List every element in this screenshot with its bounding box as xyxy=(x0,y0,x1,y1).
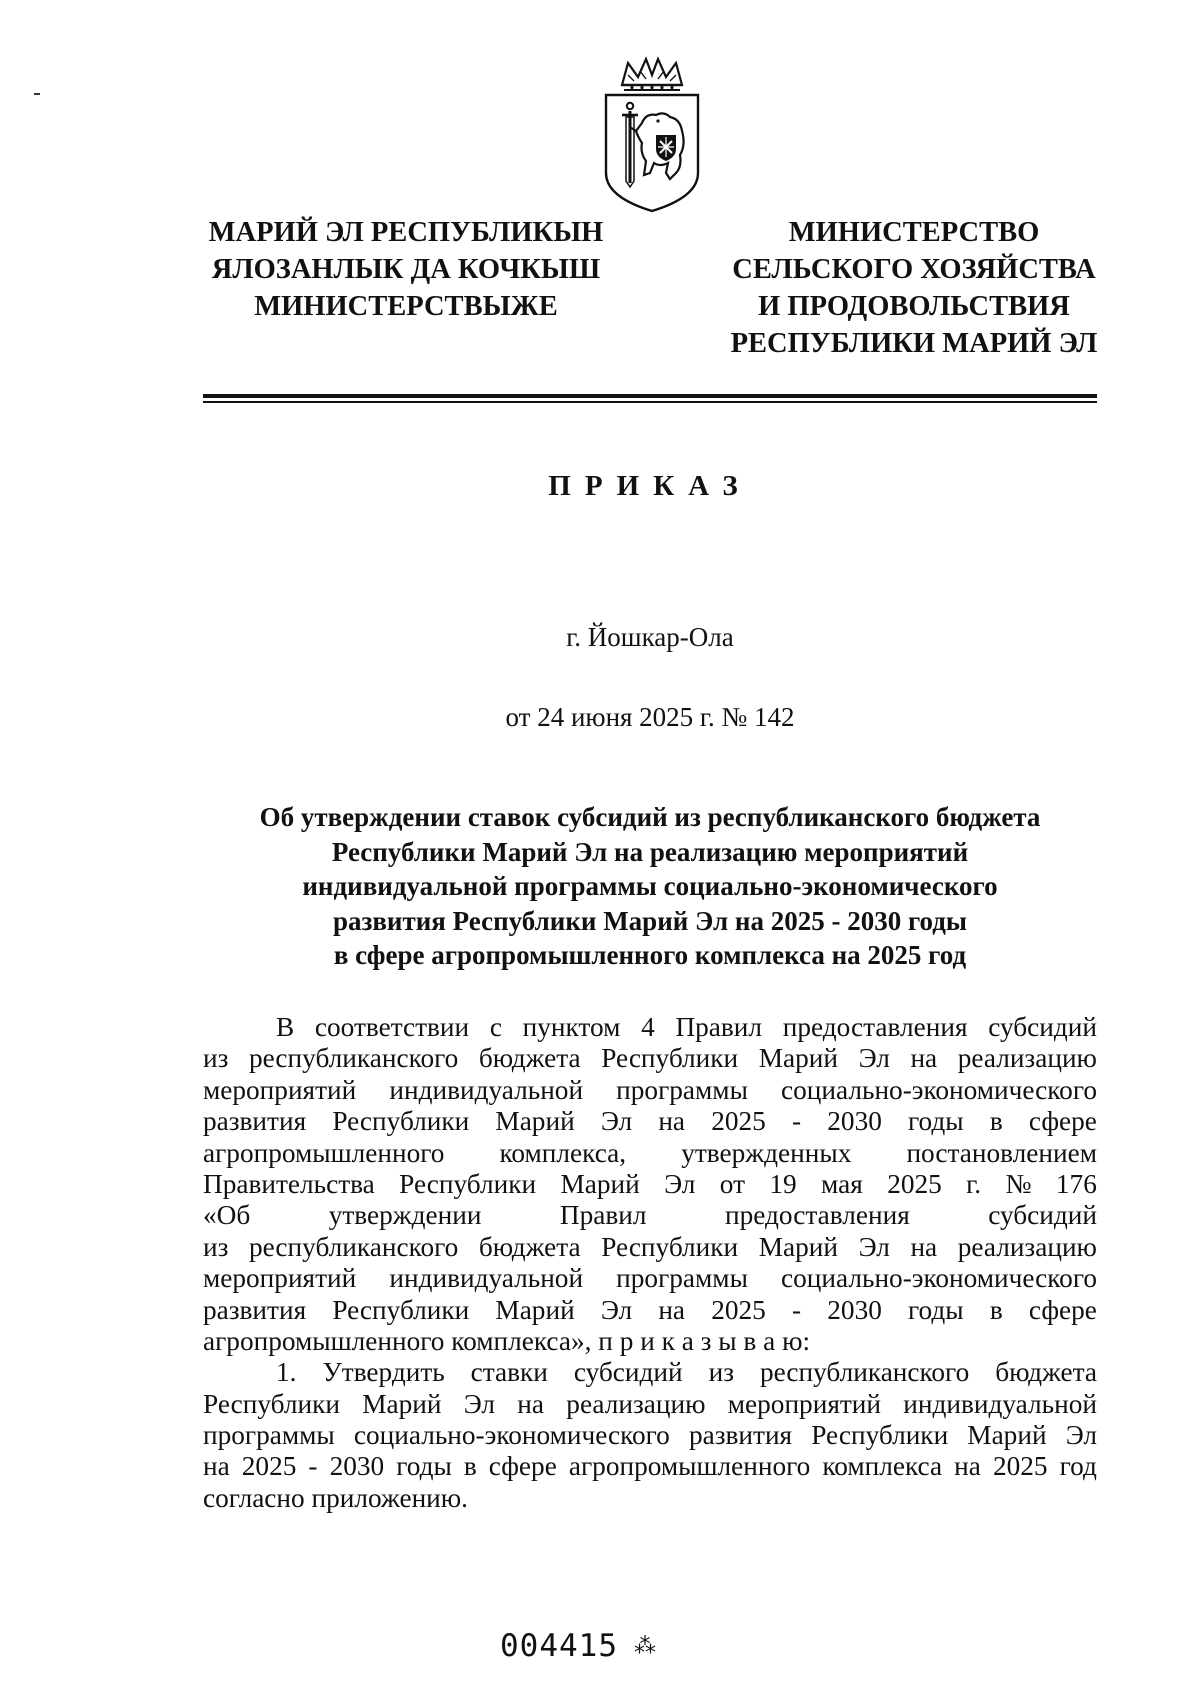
body-line xyxy=(203,1075,1097,1106)
body-word: Правил xyxy=(559,1200,647,1231)
body-word: в xyxy=(989,1106,1003,1137)
header-right-line: РЕСПУБЛИКИ МАРИЙ ЭЛ xyxy=(730,328,1098,359)
body-word: Эл xyxy=(858,1231,890,1262)
body-word: пунктом xyxy=(522,1012,621,1042)
body-word: на xyxy=(954,1451,981,1482)
body-word: Эл xyxy=(463,1388,496,1419)
body-word: агропромышленного xyxy=(568,1451,811,1482)
body-word: годы xyxy=(908,1106,964,1137)
body-word: сфере xyxy=(1028,1294,1097,1325)
body-word: предоставления xyxy=(724,1200,910,1231)
body-word: 1. xyxy=(276,1357,297,1388)
body-word: из xyxy=(708,1357,734,1388)
body-word: 4 xyxy=(641,1012,655,1042)
body-word: развития xyxy=(203,1106,307,1137)
body-word: из xyxy=(203,1231,229,1262)
subject-line: Республики Марий Эл на реализацию мероприятий xyxy=(331,836,969,867)
body-word: бюджета xyxy=(478,1231,581,1262)
body-line xyxy=(203,1106,1097,1137)
body-word: агропромышленного xyxy=(203,1137,445,1168)
body-word: от xyxy=(719,1168,745,1199)
body-word: годы xyxy=(396,1451,452,1482)
body-word: 2030 xyxy=(329,1451,385,1482)
body-word: 2025 xyxy=(711,1294,766,1325)
body-word: Правительства xyxy=(203,1168,375,1199)
document-type-text: ПРИКАЗ xyxy=(548,470,752,502)
body-word: годы xyxy=(908,1294,964,1325)
ministry-name-russian xyxy=(714,214,1114,362)
body-line xyxy=(203,1263,1097,1294)
coat-of-arms-mari-el-icon xyxy=(600,55,704,215)
body-word: мероприятий xyxy=(203,1074,357,1105)
body-line: агропромышленного комплекса», п р и к а з ы в а ю: xyxy=(203,1325,811,1356)
body-word: на xyxy=(203,1451,230,1482)
body-word: развития xyxy=(688,1420,793,1451)
body-word: бюджета xyxy=(478,1043,581,1074)
serial-number-stamp xyxy=(500,1628,800,1664)
body-line xyxy=(203,1232,1097,1263)
header-left-line: МИНИСТЕРСТВЫЖЕ xyxy=(254,291,558,322)
body-word: № xyxy=(1005,1168,1032,1199)
body-word: Республики xyxy=(332,1106,470,1137)
body-word: утвержденных xyxy=(681,1137,852,1168)
header-divider-thick xyxy=(203,394,1097,398)
subject-line: Об утверждении ставок субсидий из республиканского бюджета xyxy=(259,802,1041,832)
body-word: Эл xyxy=(664,1168,696,1199)
body-word: субсидий xyxy=(988,1200,1097,1231)
body-word: реализацию xyxy=(566,1388,706,1419)
body-word: 19 xyxy=(769,1168,797,1199)
body-word: на xyxy=(910,1043,938,1074)
body-line xyxy=(203,1200,1097,1231)
body-word: реализацию xyxy=(957,1043,1097,1074)
body-line xyxy=(203,1420,1097,1451)
body-word: индивидуальной xyxy=(903,1388,1097,1419)
body-word: постановлением xyxy=(906,1137,1097,1168)
body-line xyxy=(203,1012,1097,1043)
body-word: 2025 xyxy=(711,1106,766,1137)
body-word: республиканского xyxy=(248,1043,459,1074)
body-word: Марий xyxy=(560,1168,640,1199)
body-word: сфере xyxy=(488,1451,557,1482)
document-date-number: от 24 июня 2025 г. № 142 xyxy=(505,702,795,732)
body-word: республиканского xyxy=(248,1231,459,1262)
header-right-line: СЕЛЬСКОГО ХОЗЯЙСТВА xyxy=(732,254,1096,285)
body-word: индивидуальной xyxy=(389,1263,584,1294)
header-right-line: И ПРОДОВОЛЬСТВИЯ xyxy=(758,291,1070,322)
body-line xyxy=(203,1389,1097,1420)
body-word: мероприятий xyxy=(727,1388,882,1419)
body-word: социально-экономического xyxy=(781,1074,1097,1105)
body-word: соответствии xyxy=(314,1012,470,1042)
body-word: год xyxy=(1059,1451,1097,1482)
body-word: бюджета xyxy=(995,1357,1097,1388)
body-word: Марий xyxy=(495,1106,575,1137)
body-word: утверждении xyxy=(328,1200,482,1231)
body-word: комплекса, xyxy=(499,1137,627,1168)
body-word: Марий xyxy=(758,1043,838,1074)
body-word: программы xyxy=(616,1074,748,1105)
body-word: сфере xyxy=(1028,1106,1097,1137)
body-word: Утвердить xyxy=(322,1357,445,1388)
body-word: программы xyxy=(616,1263,748,1294)
body-word: Республики xyxy=(332,1294,470,1325)
header-divider-thin xyxy=(203,401,1097,403)
body-word: субсидий xyxy=(573,1357,683,1388)
body-word: Марий xyxy=(495,1294,575,1325)
scan-artifact xyxy=(34,93,40,95)
body-word: из xyxy=(203,1043,229,1074)
body-word: Эл xyxy=(600,1106,633,1137)
body-word: Эл xyxy=(858,1043,890,1074)
body-word: субсидий xyxy=(988,1012,1097,1042)
body-word: ставки xyxy=(470,1357,548,1388)
document-city: г. Йошкар-Ола xyxy=(566,622,734,652)
body-word: на xyxy=(658,1294,686,1325)
body-word: 2025 xyxy=(992,1451,1048,1482)
header-left-line: ЯЛОЗАНЛЫК ДА КОЧКЫШ xyxy=(211,254,601,285)
body-word: Республики xyxy=(399,1168,537,1199)
header-left-line: МАРИЙ ЭЛ РЕСПУБЛИКЫН xyxy=(208,217,604,248)
body-word: с xyxy=(489,1012,502,1042)
body-word: программы xyxy=(203,1420,335,1451)
body-word: в xyxy=(989,1294,1003,1325)
serial-number: 004415 xyxy=(500,1628,618,1664)
subject-line: индивидуальной программы социально-экономического xyxy=(302,871,998,901)
body-word: комплекса xyxy=(822,1451,943,1482)
body-word: мая xyxy=(821,1168,863,1199)
body-word: предоставления xyxy=(782,1012,968,1042)
body-word: на xyxy=(910,1231,938,1262)
body-line xyxy=(203,1295,1097,1326)
body-word: Республики xyxy=(811,1420,949,1451)
body-line: согласно приложению. xyxy=(203,1482,469,1513)
document-type-title xyxy=(0,470,1200,503)
body-word: Эл xyxy=(600,1294,633,1325)
body-word: индивидуальной xyxy=(389,1074,584,1105)
body-word: Эл xyxy=(1065,1420,1097,1451)
body-word: на xyxy=(517,1388,545,1419)
body-word: на xyxy=(658,1106,686,1137)
body-word: мероприятий xyxy=(203,1263,357,1294)
body-word: В xyxy=(276,1012,295,1042)
body-word: Правил xyxy=(675,1012,763,1042)
body-word: Марий xyxy=(362,1388,442,1419)
body-word: г. xyxy=(966,1168,982,1199)
body-line xyxy=(203,1451,1097,1482)
document-subject xyxy=(200,800,1100,973)
body-word: 2030 xyxy=(827,1294,882,1325)
body-word: республиканского xyxy=(759,1357,970,1388)
document-body xyxy=(203,1012,1097,1514)
body-word: - xyxy=(792,1106,802,1137)
subject-line: в сфере агропромышленного комплекса на 2025 год xyxy=(333,940,967,970)
asterisk-mark-icon: ⁂ xyxy=(633,1634,657,1659)
body-word: Марий xyxy=(758,1231,838,1262)
body-word: реализацию xyxy=(957,1231,1097,1262)
body-word: - xyxy=(308,1451,318,1482)
subject-line: развития Республики Марий Эл на 2025 - 2030 годы xyxy=(332,905,968,936)
body-word: «Об xyxy=(203,1200,251,1231)
body-line xyxy=(203,1169,1097,1200)
body-word: развития xyxy=(203,1294,307,1325)
header-right-line: МИНИСТЕРСТВО xyxy=(788,217,1040,248)
body-word: 2025 xyxy=(241,1451,297,1482)
body-line xyxy=(203,1357,1097,1388)
body-line xyxy=(203,1043,1097,1074)
body-word: 176 xyxy=(1055,1168,1097,1199)
body-word: Республики xyxy=(203,1388,340,1419)
body-line xyxy=(203,1138,1097,1169)
body-word: в xyxy=(463,1451,477,1482)
body-word: 2030 xyxy=(827,1106,882,1137)
body-word: Марий xyxy=(967,1420,1047,1451)
ministry-name-mari xyxy=(186,214,626,325)
body-word: Республики xyxy=(601,1231,739,1262)
body-word: 2025 xyxy=(887,1168,942,1199)
body-word: социально-экономического xyxy=(781,1263,1097,1294)
body-word: социально-экономического xyxy=(353,1420,670,1451)
body-word: Республики xyxy=(601,1043,739,1074)
body-word: - xyxy=(792,1294,802,1325)
